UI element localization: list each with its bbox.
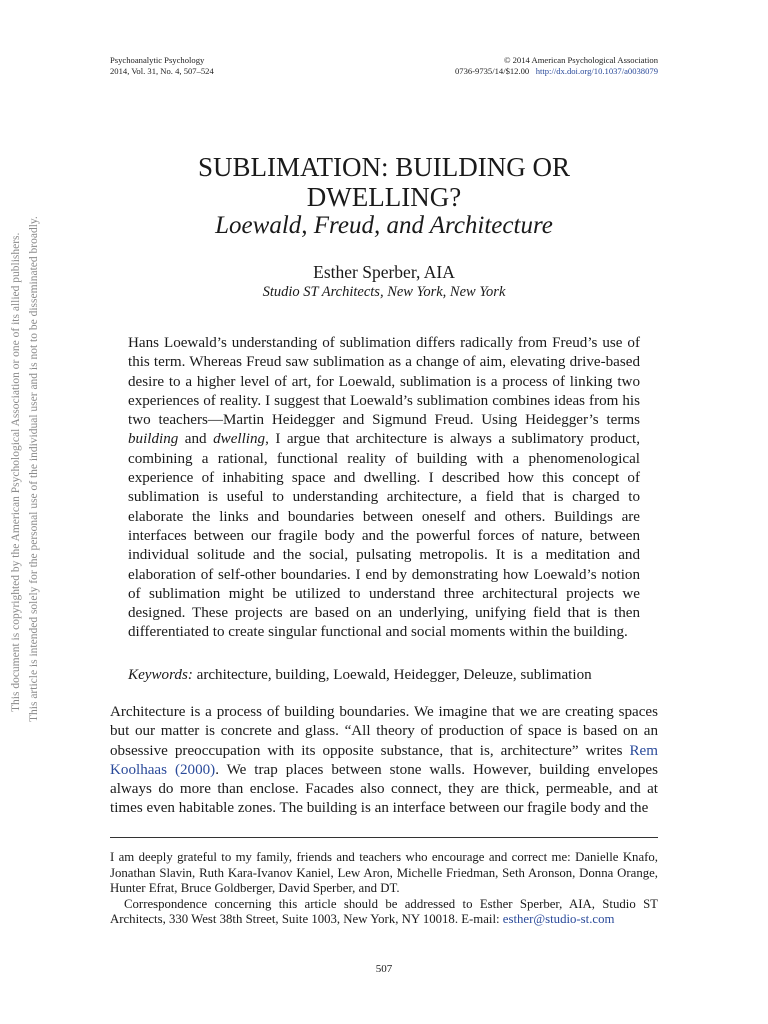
term-dwelling: dwelling [213, 431, 266, 448]
copyright-notice: © 2014 American Psychological Association [503, 55, 658, 65]
article-subtitle: Loewald, Freud, and Architecture [215, 212, 553, 239]
copyright-sidebar-line-2: This article is intended solely for the personal use of the individual user and is not to be disseminated broadly. [28, 216, 40, 722]
keywords-list: architecture, building, Loewald, Heidegger, Deleuze, sublimation [192, 667, 592, 683]
email-link[interactable]: esther@studio-st.com [502, 912, 615, 927]
citation-link[interactable]: Rem Koolhaas (2000) [110, 742, 658, 778]
running-header-left [110, 55, 214, 76]
running-header-right [455, 55, 658, 76]
abstract: Hans Loewald’s understanding of sublimation differs radically from Freud’s use of this term. Whereas Freud saw sublimation as a change of aim, elevating drive-based desire to a higher level of art, for Loewald, sublimation is a process of linking two experiences of reality. I suggest that Loewald’s sublimation combines ideas from his two teachers—Martin Heidegger and Sigmund Freud. Using Heidegger’s terms building and dwelling, I argue that architecture is always a sublimatory product, combining a rational, functional reality of building with a phenomenological experience of inhabiting space and dwelling. I described how this concept of sublimation is useful to understanding architecture, a field that is charged to elaborate the links and boundaries between oneself and others. Buildings are interfaces between our fragile body and the powerful forces of nature, between individual solitude and the social, pulsating metropolis. It is a meditation and elaboration of self-other boundaries. I end by demonstrating how Loewald’s notion of sublimation might be utilized to understand three architectural projects we designed. These projects are based on an underlying, unifying field that is then differentiated to create singular functional and social moments within the building. [128, 335, 640, 641]
correspondence: Correspondence concerning this article should be addressed to Esther Sperber, AIA, Studio ST Architects, 330 West 38th Street, Suite 1003, New York, NY 10018. E-mail: esther@studio-st.com [110, 896, 658, 927]
footnote-divider [110, 837, 658, 838]
issn: 0736-9735/14/$12.00 [454, 65, 530, 76]
term-building: building [128, 431, 179, 448]
volume-info: 2014, Vol. 31, No. 4, 507–524 [110, 65, 214, 76]
author-affiliation: Studio ST Architects, New York, New York [262, 284, 506, 300]
footnote [110, 850, 658, 928]
journal-name: Psychoanalytic Psychology [110, 55, 205, 65]
page-number: 507 [375, 963, 393, 975]
doi-link[interactable]: http://dx.doi.org/10.1037/a0038079 [535, 65, 658, 76]
keywords-label: Keywords: [128, 667, 193, 683]
article-title: SUBLIMATION: BUILDING OR DWELLING? [198, 152, 570, 212]
body-text: Architecture is a process of building boundaries. We imagine that we are creating spaces but our matter is concrete and glass. “All theory of production of space is based on an obsessive preoccupation with its opposite substance, that is, architecture” writes Rem Koolhaas (2000). We trap places between stone walls. However, building envelopes always do more than enclose. Facades also connect, they are thick, permeable, and at times even habitable zones. The building is an interface between our fragile body and the [110, 704, 658, 817]
copyright-sidebar-line-1: This document is copyrighted by the American Psychological Association or one of its allied publishers. [10, 232, 22, 712]
issn-doi-line [455, 66, 658, 77]
author-name: Esther Sperber, AIA [313, 262, 455, 282]
acknowledgments: I am deeply grateful to my family, friends and teachers who encourage and correct me: Danielle Knafo, Jonathan Slavin, Ruth Kara-Ivanov Kaniel, Lew Aron, Michelle Friedman, Seth Aronson, Donna Orange, Hunter Efrat, Bruce Goldberger, David Sperber, and DT. [110, 850, 658, 896]
keywords [128, 667, 640, 684]
